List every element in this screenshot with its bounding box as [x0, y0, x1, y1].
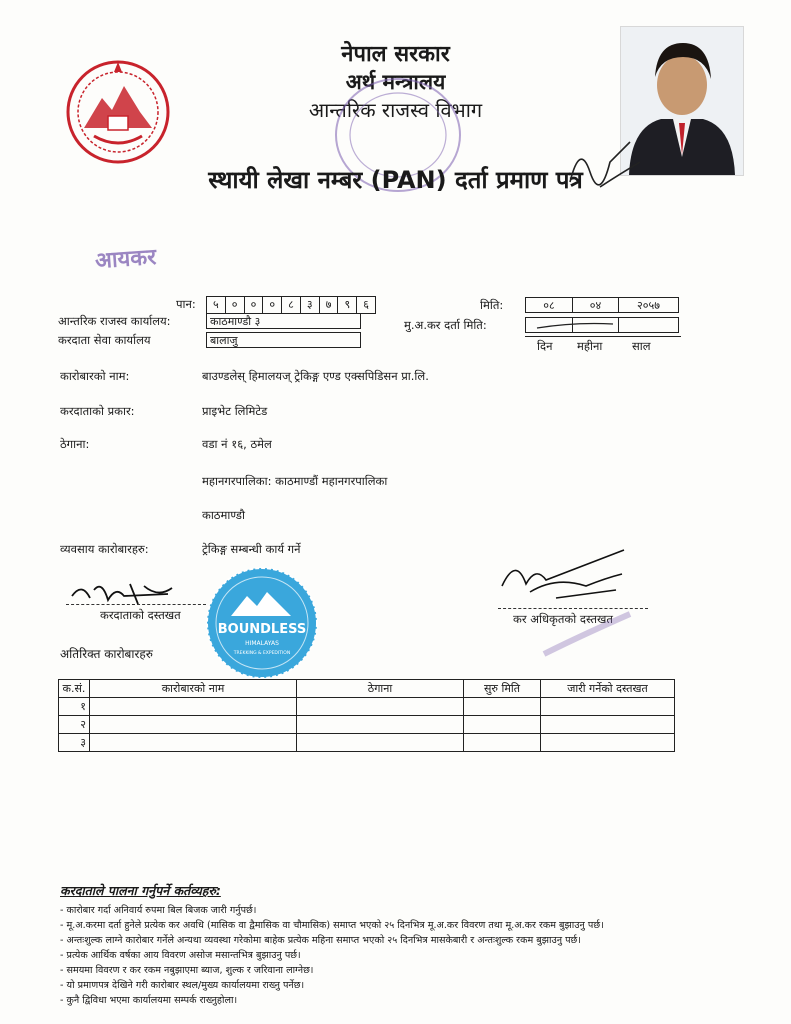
date-day: ०८ — [525, 297, 573, 313]
officer-signature-label: कर अधिकृतको दस्तखत — [513, 612, 613, 626]
table-cell: २ — [59, 716, 90, 734]
officer-initial-signature-icon — [560, 132, 650, 202]
list-item: - यो प्रमाणपत्र देखिने गरी कारोबार स्थल/मुख्य कार्यालयमा राख्नु पर्नेछ। — [60, 980, 305, 991]
column-header: कारोबारको नाम — [90, 680, 297, 698]
boundless-logo-tag: TREKKING & EXPEDITION — [233, 651, 291, 656]
document-title: स्थायी लेखा नम्बर (PAN) दर्ता प्रमाण पत्र — [208, 166, 583, 194]
pan-label: पान: — [176, 297, 196, 311]
taxpayer-type-label: करदाताको प्रकार: — [60, 404, 135, 418]
taxpayer-signature-line — [66, 604, 206, 605]
table-cell — [297, 734, 464, 752]
vat-date-label: मु.अ.कर दर्ता मिति: — [404, 318, 487, 332]
column-header: सुरु मिति — [464, 680, 541, 698]
extra-business-heading: अतिरिक्त कारोबारहरु — [60, 647, 153, 661]
table-cell: १ — [59, 698, 90, 716]
table-row — [59, 698, 675, 716]
list-item: - अन्तःशुल्क लाग्ने कारोबार गर्नेले अन्यथा व्यवस्था गरेकोमा बाहेक प्रत्येक महिना समाप्त भएको २५ दिनभित्र मासकेबारी र अन्तःशुल्क रकम बुझाउनु पर्छ। — [60, 935, 581, 946]
list-item: - प्रत्येक आर्थिक वर्षका आय विवरण असोज मसान्तभित्र बुझाउनु पर्छ। — [60, 950, 301, 961]
officer-signature-icon — [496, 546, 632, 606]
office-stamp: आयकर — [94, 244, 158, 275]
officer-stamp-icon — [540, 606, 634, 662]
pan-digit: ७ — [320, 297, 339, 313]
table-row — [59, 734, 675, 752]
business-name-value: बाउण्डलेस् हिमालयज् ट्रेकिङ्ग एण्ड एक्सपिडिसन प्रा.लि. — [202, 369, 429, 383]
date-label: मिति: — [480, 298, 504, 312]
address-district: काठमाण्डौ — [202, 508, 245, 522]
business-type-label: व्यवसाय कारोबारहरु: — [60, 542, 149, 556]
pan-digit: ५ — [207, 297, 226, 313]
duties-list — [60, 903, 740, 1008]
date-caption-month: महीना — [577, 339, 603, 353]
header-department: आन्तरिक राजस्व विभाग — [308, 98, 483, 122]
taxpayer-duties — [60, 882, 740, 1008]
pan-digit: ० — [226, 297, 245, 313]
pan-digit: ६ — [363, 298, 369, 311]
table-cell: ३ — [59, 734, 90, 752]
boundless-logo-sub: HIMALAYAS — [245, 640, 279, 647]
address-label: ठेगाना: — [60, 437, 90, 451]
date-year: २०५७ — [619, 297, 679, 313]
vat-date-year — [619, 317, 679, 333]
table-cell — [464, 716, 541, 734]
date-caption-year: साल — [632, 339, 651, 353]
taxpayer-office-label: करदाता सेवा कार्यालय — [58, 333, 151, 347]
column-header: क.सं. — [59, 680, 90, 698]
date-boxes — [525, 297, 679, 313]
table-cell — [90, 716, 297, 734]
list-item: - मू.अ.करमा दर्ता हुनेले प्रत्येक कर अवधि (मासिक वा द्वैमासिक वा चौमासिक) समाप्त भएको २५ दिनभित्र मू.अ.कर विवरण तथा मू.अ.कर रकम बुझाउनु पर्छ। — [60, 920, 604, 931]
address-ward: वडा नं १६, ठमेल — [202, 437, 272, 451]
duties-heading: करदाताले पालना गर्नुपर्ने कर्तव्यहरु: — [60, 883, 221, 898]
table-cell — [297, 716, 464, 734]
ird-office-value: काठमाण्डौ ३ — [206, 313, 361, 329]
table-cell — [464, 734, 541, 752]
list-item: - कारोबार गर्दा अनिवार्य रुपमा बिल बिजक जारी गर्नुपर्छ। — [60, 905, 257, 916]
pan-digit: ३ — [301, 297, 320, 313]
address-municipality: महानगरपालिका: काठमाण्डौं महानगरपालिका — [202, 474, 388, 488]
pan-digit: ८ — [282, 297, 301, 313]
date-underline — [525, 336, 681, 337]
vat-date-strike-icon — [535, 318, 615, 332]
table-header-row — [59, 680, 675, 698]
table-cell — [541, 734, 675, 752]
table-cell — [464, 698, 541, 716]
pan-number-boxes — [206, 296, 376, 314]
extra-business-table — [58, 679, 675, 752]
taxpayer-signature-icon — [68, 578, 188, 610]
table-cell — [90, 698, 297, 716]
business-name-label: कारोबारको नाम: — [60, 369, 130, 383]
date-caption-day: दिन — [537, 339, 553, 353]
header-government: नेपाल सरकार — [341, 42, 450, 67]
pan-digit: ० — [245, 297, 264, 313]
pan-digit: ९ — [338, 297, 357, 313]
table-cell — [90, 734, 297, 752]
column-header: ठेगाना — [297, 680, 464, 698]
ird-office-label: आन्तरिक राजस्व कार्यालय: — [58, 314, 171, 328]
pan-digit: ० — [263, 297, 282, 313]
column-header: जारी गर्नेको दस्तखत — [541, 680, 675, 698]
list-item: - कुनै द्विविधा भएमा कार्यालयमा सम्पर्क राख्नुहोला। — [60, 995, 238, 1006]
boundless-logo-word: BOUNDLESS — [217, 622, 307, 637]
table-cell — [541, 716, 675, 734]
table-cell — [297, 698, 464, 716]
taxpayer-office-value: बालाजु — [206, 332, 361, 348]
taxpayer-signature-label: करदाताको दस्तखत — [100, 608, 181, 622]
list-item: - समयमा विवरण र कर रकम नबुझाएमा ब्याज, शुल्क र जरिवाना लाग्नेछ। — [60, 965, 314, 976]
header-ministry: अर्थ मन्त्रालय — [345, 70, 446, 94]
table-row — [59, 716, 675, 734]
business-type-value: ट्रेकिङ्ग सम्बन्धी कार्य गर्ने — [202, 542, 301, 556]
table-cell — [541, 698, 675, 716]
taxpayer-type-value: प्राइभेट लिमिटेड — [202, 404, 268, 418]
date-month: ०४ — [573, 297, 619, 313]
